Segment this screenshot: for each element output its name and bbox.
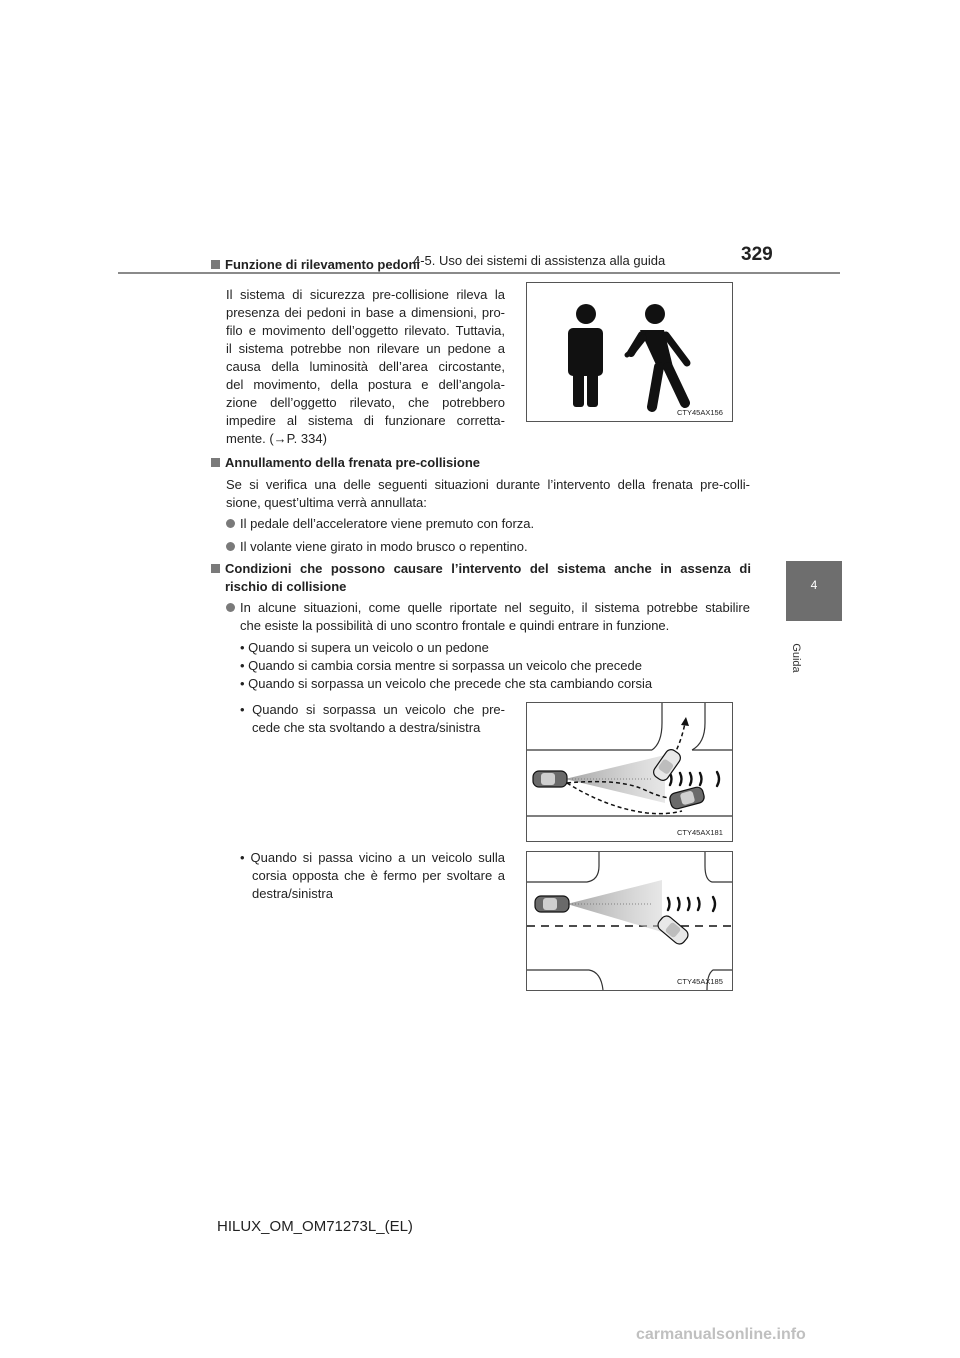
header-section-title: 4-5. Uso dei sistemi di assistenza alla guida — [413, 253, 666, 268]
turning-vehicle-figure — [526, 702, 733, 842]
overtaking-car-icon — [669, 786, 706, 810]
square-bullet-icon — [211, 458, 220, 467]
round-bullet-icon — [226, 603, 235, 612]
cancel-body: Se si verifica una delle seguenti situazioni durante l’intervento della frenata pre-colli- sione, quest’ultima verrà annullata: — [226, 477, 750, 510]
condition-item-1: • Quando si supera un veicolo o un pedone — [240, 640, 489, 655]
cancel-heading: Annullamento della frenata pre-collisione — [211, 454, 480, 472]
condition-item-2: • Quando si cambia corsia mentre si sorpassa un veicolo che precede — [240, 658, 642, 673]
chapter-label: Guida — [790, 643, 802, 673]
cancel-bullet-1: Il pedale dell’acceleratore viene premuto con forza. — [226, 515, 534, 533]
condition-item-opposite: • Quando si passa vicino a un veicolo sulla corsia opposta che è fermo per svoltare a destra/sinistra — [240, 850, 505, 901]
square-bullet-icon — [211, 564, 220, 573]
watermark: carmanualsonline.info — [636, 1326, 806, 1343]
own-car-icon — [533, 771, 567, 787]
opposite-vehicle-figure — [526, 851, 733, 991]
chapter-number: 4 — [810, 578, 818, 592]
cancel-bullet-2: Il volante viene girato in modo brusco o repentino. — [226, 538, 528, 556]
figure-code: CTY45AX185 — [677, 977, 723, 986]
condition-item-3: • Quando si sorpassa un veicolo che precede che sta cambiando corsia — [240, 676, 653, 691]
pedestrian-figure — [526, 282, 733, 422]
round-bullet-icon — [226, 519, 235, 528]
round-bullet-icon — [226, 542, 235, 551]
page-number: 329 — [741, 244, 773, 265]
conditions-heading: Condizioni che possono causare l’intervento del sistema anche in assenza di rischio di collisione — [211, 560, 751, 596]
own-car-icon — [535, 896, 569, 912]
pedestrian-body: Il sistema di sicurezza pre-collisione rileva la presenza dei pedoni in base a dimensioni, pro- filo e movimento dell’oggetto rilevato. Tuttavia, il sistema potrebbe non rilevare un pedone a causa della luminosità dell’area circostante, del movimento, della postura e dell’angola- zione dell’oggetto rilevato, che potrebbero impedire al sistema di funzionare corretta- mente. (→P. 334) — [226, 287, 505, 446]
figure-code: CTY45AX181 — [677, 828, 723, 837]
condition-item-turning: • Quando si sorpassa un veicolo che pre- cede che sta svoltando a destra/sinistra — [240, 702, 505, 735]
chapter-tab — [786, 561, 842, 621]
pedestrian-heading: Funzione di rilevamento pedoni — [211, 256, 420, 274]
conditions-bullet: In alcune situazioni, come quelle riportate nel seguito, il sistema potrebbe stabilire che esiste la possibilità di uno scontro frontale e quindi entrare in funzione. — [226, 599, 750, 635]
walking-person-icon — [627, 304, 687, 407]
footer-doc-code: HILUX_OM_OM71273L_(EL) — [217, 1218, 413, 1235]
square-bullet-icon — [211, 260, 220, 269]
standing-person-icon — [568, 304, 603, 407]
figure-code: CTY45AX156 — [677, 408, 723, 417]
